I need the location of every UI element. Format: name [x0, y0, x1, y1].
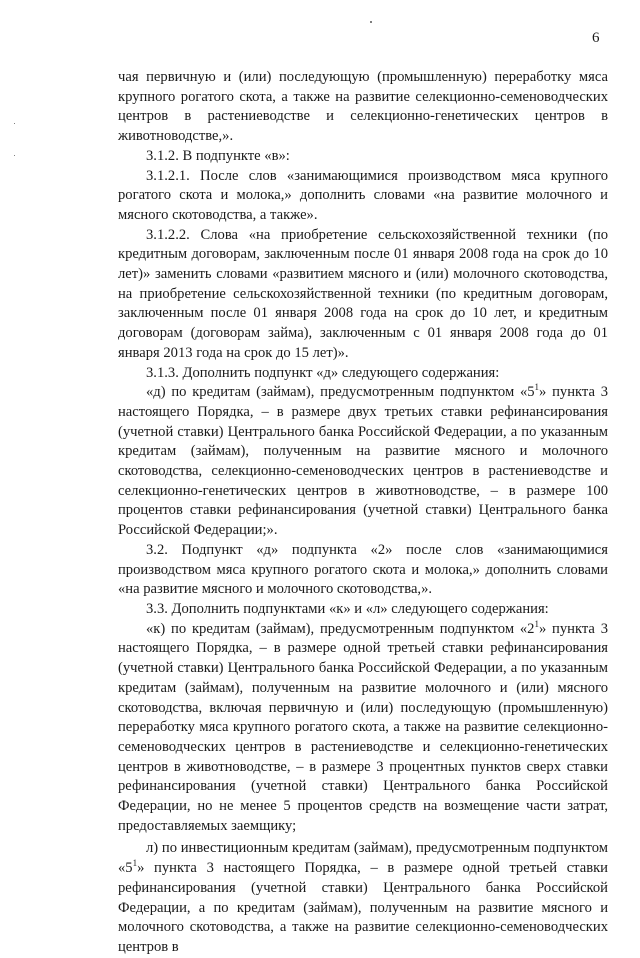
paragraph: 3.1.2. В подпункте «в»:: [146, 147, 290, 164]
superscript: 1: [534, 618, 539, 629]
page-number: 6: [592, 30, 600, 46]
paragraph: 3.3. Дополнить подпунктами «к» и «л» следующего содержания:: [146, 600, 549, 617]
document-body: [118, 68, 608, 958]
paragraph-text: » пункта 3 настоящего Порядка, – в размере двух третьих ставки рефинансирования (учетной ставки) Центрального банка Российской Федерации, а по указанным кредитам (займам), полученным на развитие мясного и молочного скотоводства, селекционно-семеноводческих центров в растениеводстве и селекционно-генетических центров в животноводстве, – в размере 100 процентов ставки рефинансирования (учетной ставки) Центрального банка Российской Федерации;».: [118, 384, 608, 539]
paragraph: 3.1.2.2. Слова «на приобретение сельскохозяйственной техники (по кредитным договорам, заключенным после 01 января 2008 года на срок до 10 лет)» заменить словами «развитием мясного и (или) молочного скотоводства, на приобретение сельскохозяйственной техники (по кредитным договорам, заключенным после 01 января 2008 года на срок до 10 лет, и кредитным договорам (договорам займа), заключенным с 01 января 2008 года до 01 января 2013 года на срок до 15 лет)».: [118, 226, 608, 361]
paragraph-text: » пункта 3 настоящего Порядка, – в размере одной третьей ставки рефинансирования (учетной ставки) Центрального банка Российской Федерации, а по кредитам (займам), полученным на развитие мясного и молочного скотоводства, а также на развитие селекционно-семеноводческих центров в: [118, 860, 608, 955]
paragraph: чая первичную и (или) последующую (промышленную) переработку мяса крупного рогатого скота, а также на развитие селекционно-семеноводческих центров в растениеводстве и селекционно-генетических центров в животноводстве,».: [118, 69, 608, 145]
paragraph: [118, 383, 608, 541]
paragraph-text: » пункта 3 настоящего Порядка, – в размере одной третьей ставки рефинансирования (учетной ставки) Центрального банка Российской Федерации, а по указанным кредитам (займам), полученным на развитие молочного и (или) мясного скотоводства, включая первичную и (или) последующую (промышленную) переработку мяса крупного рогатого скота, а также на развитие селекционно-семеноводческих центров в растениеводстве и селекционно-генетических центров в животноводстве, – в размере 3 процентных пунктов сверх ставки рефинансирования (учетной ставки) Центрального банка Российской Федерации, но не менее 5 процентов средств на возмещение части затрат, предоставляемых заемщику;: [118, 620, 608, 834]
superscript: 1: [132, 858, 138, 869]
paragraph: 3.2. Подпункт «д» подпункта «2» после слов «занимающимися производством мяса крупного рогатого скота и молока,» дополнить словами «на развитие мясного и молочного скотоводства,».: [118, 541, 608, 598]
superscript: 1: [534, 382, 540, 393]
paragraph: [118, 620, 608, 837]
paragraph: 3.1.2.1. После слов «занимающимися производством мяса крупного рогатого скота и молока,» дополнить словами «на развитие молочного и мясного скотоводства, а также».: [118, 167, 608, 223]
paragraph-text: «д) по кредитам (займам), предусмотренным подпунктом «5: [146, 384, 535, 401]
scan-speck: [14, 155, 15, 156]
scan-speck: [370, 21, 372, 23]
paragraph-text: «к) по кредитам (займам), предусмотренным подпунктом «2: [146, 620, 535, 637]
paragraph: 3.1.3. Дополнить подпункт «д» следующего содержания:: [146, 364, 500, 381]
paragraph: [118, 839, 608, 957]
scan-speck: [14, 123, 15, 124]
paragraph-text: л) по инвестиционным кредитам (займам), предусмотренным подпунктом «5: [118, 840, 608, 877]
